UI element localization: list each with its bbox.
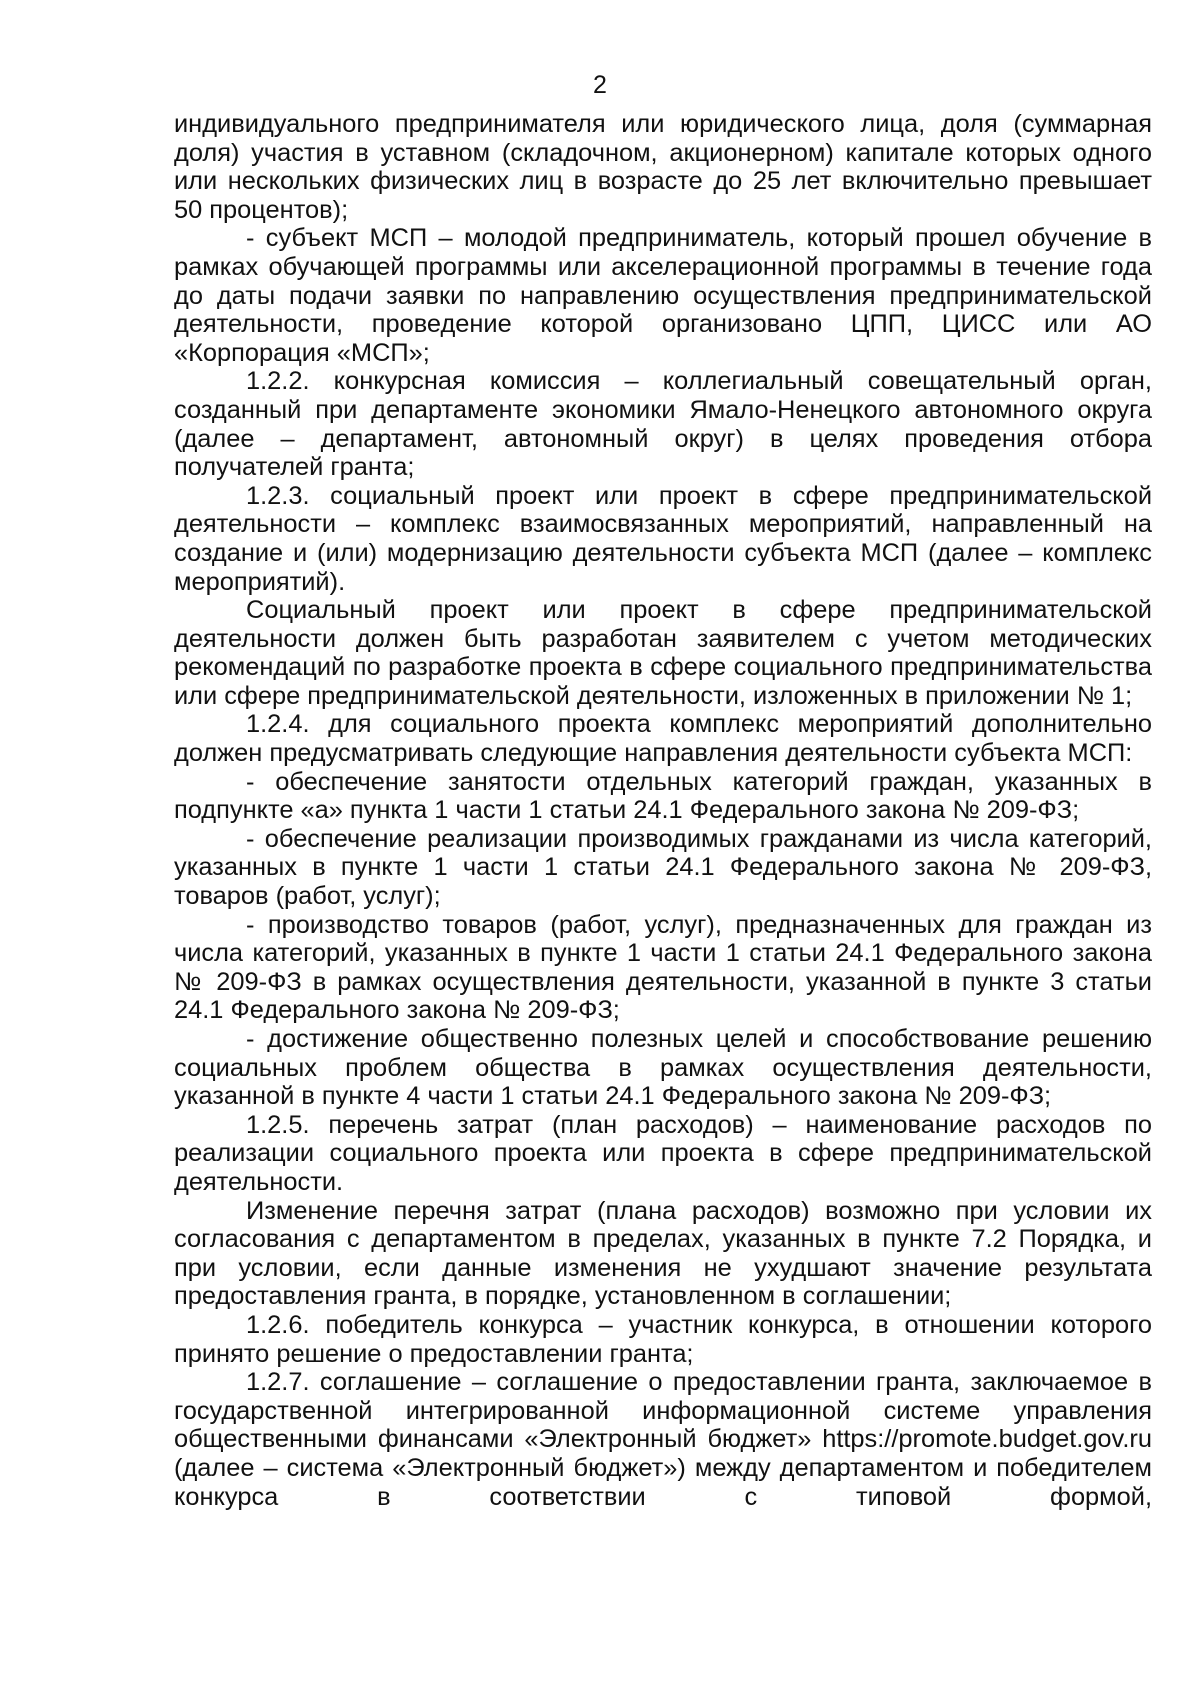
list-item-sales: - обеспечение реализации производимых гражданами из числа категорий, указанных в пункте 1 части 1 статьи 24.1 Федерального закона № 209-ФЗ, товаров (работ, услуг); bbox=[174, 824, 1152, 911]
paragraph-1-2-4: 1.2.4. для социального проекта комплекс мероприятий дополнительно должен предусматривать следующие направления деятельности субъекта МСП: bbox=[174, 710, 1152, 768]
list-item-production: - производство товаров (работ, услуг), предназначенных для граждан из числа категорий, указанных в пункте 1 части 1 статьи 24.1 Федерального закона № 209-ФЗ в рамках осуществления деятельности, указанной в пункте 3 статьи 24.1 Федерального закона № 209-ФЗ; bbox=[174, 910, 1152, 1025]
paragraph-1-2-5: 1.2.5. перечень затрат (план расходов) – наименование расходов по реализации социального проекта или проекта в сфере предпринимательской деятельности. bbox=[174, 1110, 1152, 1196]
document-body bbox=[174, 110, 1152, 1511]
paragraph-1-2-2: 1.2.2. конкурсная комиссия – коллегиальный совещательный орган, созданный при департаменте экономики Ямало-Ненецкого автономного округа (далее – департамент, автономный округ) в целях проведения отбора получателей гранта; bbox=[174, 367, 1152, 482]
list-item-social-goals: - достижение общественно полезных целей и способствование решению социальных проблем общества в рамках осуществления деятельности, указанной в пункте 4 части 1 статьи 24.1 Федерального закона № 209-ФЗ; bbox=[174, 1025, 1152, 1111]
list-item-employment: - обеспечение занятости отдельных категорий граждан, указанных в подпункте «а» пункта 1 части 1 статьи 24.1 Федерального закона № 209-ФЗ; bbox=[174, 767, 1152, 825]
paragraph-1-2-6: 1.2.6. победитель конкурса – участник конкурса, в отношении которого принято решение о предоставлении гранта; bbox=[174, 1310, 1152, 1368]
paragraph-young-entrepreneur: - субъект МСП – молодой предприниматель, который прошел обучение в рамках обучающей программы или акселерационной программы в течение года до даты подачи заявки по направлению осуществления предпринимательской деятельности, проведение которой организовано ЦПП, ЦИСС или АО «Корпорация «МСП»; bbox=[174, 224, 1152, 367]
paragraph-1-2-7: 1.2.7. соглашение – соглашение о предоставлении гранта, заключаемое в государственной интегрированной информационной системе управления общественными финансами «Электронный бюджет» https://promote.budget.gov.ru (далее – система «Электронный бюджет») между департаментом и победителем конкурса в соответствии с типовой формой, bbox=[174, 1368, 1152, 1511]
paragraph-1-2-3: 1.2.3. социальный проект или проект в сфере предпринимательской деятельности – комплекс взаимосвязанных мероприятий, направленный на создание и (или) модернизацию деятельности субъекта МСП (далее – комплекс мероприятий). bbox=[174, 481, 1152, 596]
paragraph-continuation: индивидуального предпринимателя или юридического лица, доля (суммарная доля) участия в уставном (складочном, акционерном) капитале которых одного или нескольких физических лиц в возрасте до 25 лет включительно превышает 50 процентов); bbox=[174, 110, 1152, 224]
paragraph-project-requirements: Социальный проект или проект в сфере предпринимательской деятельности должен быть разработан заявителем с учетом методических рекомендаций по разработке проекта в сфере социального предпринимательства или сфере предпринимательской деятельности, изложенных в приложении № 1; bbox=[174, 596, 1152, 710]
paragraph-cost-list-change: Изменение перечня затрат (плана расходов) возможно при условии их согласования с департаментом в пределах, указанных в пункте 7.2 Порядка, и при условии, если данные изменения не ухудшают значение результата предоставления гранта, в порядке, установленном в соглашении; bbox=[174, 1196, 1152, 1311]
page-number: 2 bbox=[593, 71, 607, 99]
